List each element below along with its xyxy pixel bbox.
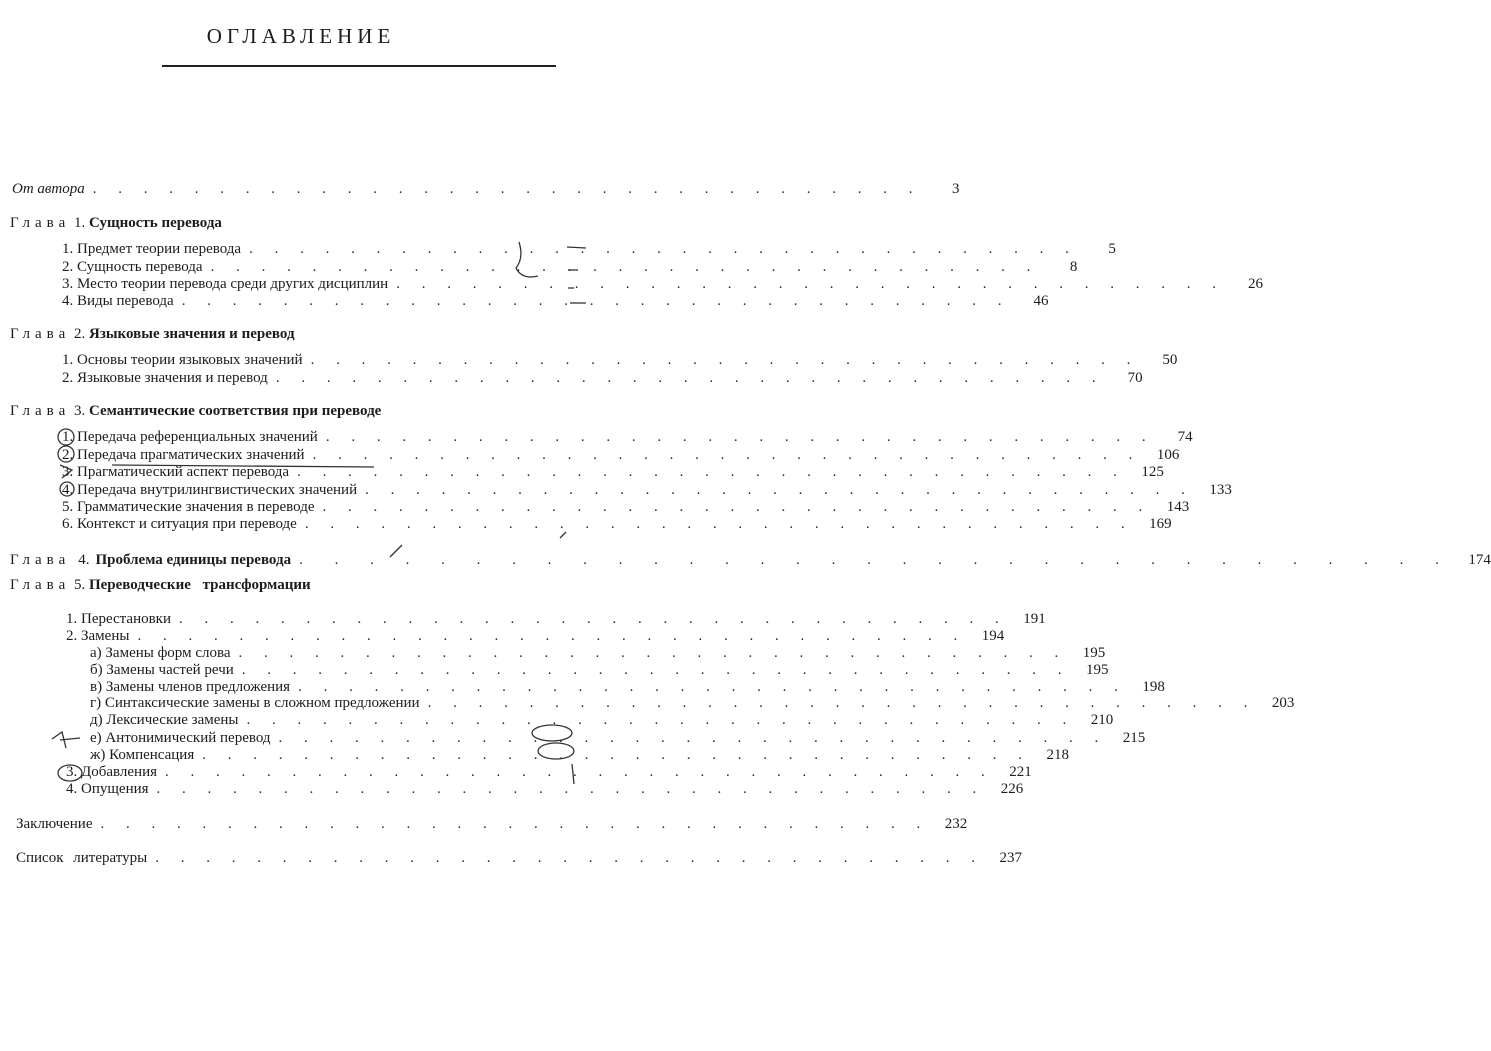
toc-entry[interactable]	[62, 292, 1049, 310]
leader-dots: . . . . . . . . . . . . . . . . . . . . . . . . . . . . . . . . .	[278, 730, 1108, 746]
toc-entry-page: 3	[952, 181, 960, 197]
toc-entry-label: 1. Передача референциальных значений	[62, 429, 318, 445]
toc-entry-label: б) Замены частей речи	[90, 662, 234, 678]
toc-entry[interactable]	[90, 729, 1146, 747]
toc-entry-label: 3. Прагматический аспект перевода	[62, 464, 290, 480]
chapter-heading-1[interactable]	[10, 213, 222, 233]
leader-dots: . . . . . . . . . . . . . . . . . . . . . . . . . . . . . . . . .	[312, 447, 1142, 463]
leader-dots: . . . . . . . . . . . . . . . . . . . . . . . . . . . . . . . . .	[179, 611, 1008, 627]
toc-entry-label: 2. Языковые значения и перевод	[62, 370, 268, 386]
toc-entry-label: г) Синтаксические замены в сложном предложении	[90, 695, 420, 711]
toc-entry[interactable]	[62, 498, 1190, 516]
chapter-number: 2.	[73, 326, 86, 342]
toc-entry[interactable]	[90, 644, 1106, 662]
chapter-heading-3[interactable]	[10, 401, 381, 421]
leader-dots: . . . . . . . . . . . . . . . . . . . . . . . . . . . . . . . . .	[249, 241, 1078, 257]
toc-entry-label: От автора	[12, 181, 85, 197]
toc-entry-label: ж) Компенсация	[90, 747, 195, 763]
toc-entry[interactable]	[62, 463, 1164, 481]
toc-entry-label: 6. Контекст и ситуация при переводе	[62, 516, 297, 532]
chapter-word: Глава	[10, 326, 71, 342]
chapter-word: Глава	[10, 577, 71, 593]
toc-entry-page: 74	[1177, 429, 1193, 445]
toc-entry-page: 194	[981, 628, 1005, 644]
toc-entry-page: 195	[1082, 645, 1106, 661]
toc-entry-page: 215	[1122, 730, 1146, 746]
toc-entry-page: 210	[1090, 712, 1114, 728]
leader-dots: . . . . . . . . . . . . . . . . . . . . . . . . . . . . . . . . .	[322, 499, 1152, 515]
toc-entry-label: Список литературы	[16, 850, 148, 866]
toc-entry[interactable]	[62, 481, 1232, 499]
toc-entry-page: 191	[1023, 611, 1046, 627]
cross-mark	[52, 732, 66, 748]
leader-dots: . . . . . . . . . . . . . . . . . . . . . . . . . . . . . . . . .	[298, 679, 1127, 695]
toc-entry-page: 195	[1086, 662, 1109, 678]
toc-entry-label: 1. Основы теории языковых значений	[62, 352, 303, 368]
toc-entry[interactable]	[66, 627, 1005, 645]
toc-entry-label: 4. Опущения	[66, 781, 149, 797]
toc-entry-page: 26	[1247, 276, 1263, 292]
toc-entry-label: 4. Виды перевода	[62, 293, 174, 309]
chapter-number: 1.	[73, 215, 86, 231]
toc-entry-label: е) Антонимический перевод	[90, 730, 271, 746]
title-underline	[162, 65, 556, 67]
toc-entry-page: 70	[1127, 370, 1143, 386]
leader-dots: . . . . . . . . . . . . . . . . . . . . . . . . . . . . . . . . .	[238, 645, 1068, 661]
leader-dots: . . . . . . . . . . . . . . . . . . . . . . . . . . . . . . . . .	[92, 181, 922, 197]
chapter-number: 5.	[73, 577, 86, 593]
chapter-word: Глава	[10, 215, 71, 231]
toc-entry-page: 143	[1166, 499, 1190, 515]
toc-entry-page: 174	[1468, 552, 1491, 568]
chapter-title: Переводческие трансформации	[88, 577, 311, 593]
toc-entry-page: 203	[1271, 695, 1295, 711]
chapter-number: 4.	[78, 552, 90, 568]
toc-entry-label: 3. Добавления	[66, 764, 158, 780]
cross-mark	[60, 738, 80, 740]
toc-entry[interactable]	[62, 351, 1178, 369]
leader-dots: . . . . . . . . . . . . . . . . . . . . . . . . . . . . . . . . .	[241, 662, 1071, 678]
toc-entry-page: 125	[1141, 464, 1164, 480]
toc-entry-label: Заключение	[16, 816, 93, 832]
toc-entry[interactable]	[62, 515, 1172, 533]
toc-entry-page: 8	[1069, 259, 1078, 275]
toc-entry[interactable]	[90, 746, 1069, 764]
leader-dots: . . . . . . . . . . . . . . . . . . . . . . . . . . . . . . . . .	[100, 816, 930, 832]
leader-dots: . . . . . . . . . . . . . . . . . . . . . . . . . . . . . . . . .	[181, 293, 1011, 309]
toc-entry-label: а) Замены форм слова	[90, 645, 231, 661]
toc-entry-page: 106	[1156, 447, 1180, 463]
toc-entry[interactable]	[62, 428, 1193, 446]
toc-entry-label: 2. Сущность перевода	[62, 259, 203, 275]
page-title: ОГЛАВЛЕНИЕ	[206, 24, 396, 48]
toc-entry-page: 218	[1046, 747, 1069, 763]
toc-entry[interactable]	[90, 711, 1114, 729]
chapter-heading-5[interactable]	[10, 575, 311, 595]
toc-entry-label: 1. Перестановки	[66, 611, 171, 627]
leader-dots: . . . . . . . . . . . . . . . . . . . . . . . . . . . . . . . . .	[325, 429, 1155, 445]
toc-entry[interactable]	[66, 780, 1024, 798]
toc-entry-page: 232	[944, 816, 968, 832]
toc-entry-label: 2. Замены	[66, 628, 130, 644]
leader-dots: . . . . . . . . . . . . . . . . . . . . . . . . . . . . . . . . .	[427, 695, 1257, 711]
toc-entry-page: 5	[1108, 241, 1116, 257]
toc-entry-page: 221	[1009, 764, 1032, 780]
leader-dots: . . . . . . . . . . . . . . . . . . . . . . . . . . . . . . . . .	[246, 712, 1076, 728]
toc-entry[interactable]	[62, 258, 1078, 276]
toc-entry-page: 46	[1033, 293, 1049, 309]
toc-entry[interactable]	[66, 610, 1046, 628]
toc-entry-page: 237	[999, 850, 1022, 866]
leader-dots: . . . . . . . . . . . . . . . . . . . . . . . . . . . . . . . . .	[299, 552, 1453, 568]
chapter-word: Глава	[10, 552, 71, 568]
leader-dots: . . . . . . . . . . . . . . . . . . . . . . . . . . . . . . . . .	[275, 370, 1105, 386]
chapter-title: Семантические соответствия при переводе	[88, 403, 382, 419]
chapter-title: Языковые значения и перевод	[88, 326, 295, 342]
toc-entry-label: 2. Передача прагматических значений	[62, 447, 305, 463]
leader-dots: . . . . . . . . . . . . . . . . . . . . . . . . . . . . . . . . .	[310, 352, 1140, 368]
leader-dots: . . . . . . . . . . . . . . . . . . . . . . . . . . . . . . . . .	[365, 482, 1194, 498]
leader-dots: . . . . . . . . . . . . . . . . . . . . . . . . . . . . . . . . .	[396, 276, 1225, 292]
toc-entry[interactable]	[90, 694, 1295, 712]
toc-entry-label: 5. Грамматические значения в переводе	[62, 499, 315, 515]
leader-dots: . . . . . . . . . . . . . . . . . . . . . . . . . . . . . . . . .	[297, 464, 1126, 480]
chapter-word: Глава	[10, 403, 71, 419]
toc-entry[interactable]	[62, 275, 1263, 293]
toc-entry[interactable]	[90, 661, 1109, 679]
toc-entry-bibliography[interactable]	[16, 849, 1022, 867]
toc-entry[interactable]	[66, 763, 1032, 781]
toc-entry-page: 226	[1000, 781, 1024, 797]
leader-dots: . . . . . . . . . . . . . . . . . . . . . . . . . . . . . . . . .	[155, 850, 984, 866]
toc-entry-label: д) Лексические замены	[90, 712, 239, 728]
toc-entry-label: 4. Передача внутрилингвистических значений	[62, 482, 358, 498]
chapter-title: Проблема единицы перевода	[95, 552, 292, 568]
leader-dots: . . . . . . . . . . . . . . . . . . . . . . . . . . . . . . . . .	[202, 747, 1031, 763]
toc-entry-label: 3. Место теории перевода среди других дисциплин	[62, 276, 389, 292]
toc-entry-label: 1. Предмет теории перевода	[62, 241, 242, 257]
chapter-title: Сущность перевода	[88, 215, 222, 231]
chapter-heading-4[interactable]	[10, 550, 1491, 570]
leader-dots: . . . . . . . . . . . . . . . . . . . . . . . . . . . . . . . . .	[165, 764, 994, 780]
chapter-number: 3.	[73, 403, 86, 419]
toc-entry[interactable]	[62, 446, 1180, 464]
toc-entry-page: 50	[1162, 352, 1178, 368]
toc-entry[interactable]	[62, 369, 1143, 387]
leader-dots: . . . . . . . . . . . . . . . . . . . . . . . . . . . . . . . . .	[156, 781, 986, 797]
toc-entry[interactable]	[62, 240, 1116, 258]
leader-dots: . . . . . . . . . . . . . . . . . . . . . . . . . . . . . . . . .	[210, 259, 1040, 275]
toc-entry-page: 198	[1142, 679, 1165, 695]
toc-entry-label: в) Замены членов предложения	[90, 679, 291, 695]
toc-entry-page: 133	[1209, 482, 1232, 498]
toc-entry-conclusion[interactable]	[16, 815, 968, 833]
toc-entry-author[interactable]	[12, 180, 960, 198]
chapter-heading-2[interactable]	[10, 324, 295, 344]
leader-dots: . . . . . . . . . . . . . . . . . . . . . . . . . . . . . . . . .	[137, 628, 967, 644]
leader-dots: . . . . . . . . . . . . . . . . . . . . . . . . . . . . . . . . .	[304, 516, 1134, 532]
toc-entry-page: 169	[1149, 516, 1172, 532]
